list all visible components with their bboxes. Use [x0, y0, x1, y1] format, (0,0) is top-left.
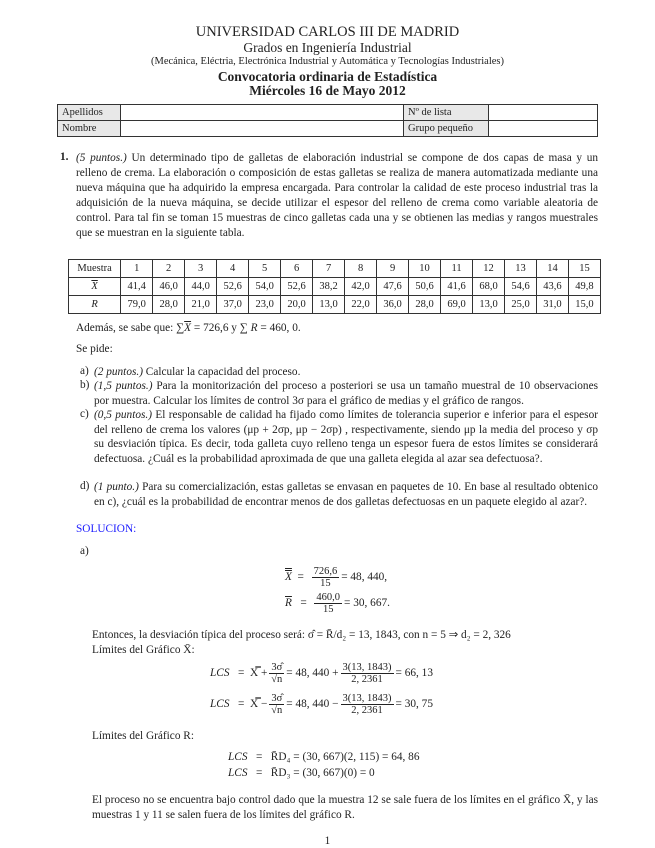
r-chart-title: Límites del Gráfico R:	[92, 730, 194, 742]
degrees-title: Grados en Ingeniería Industrial	[243, 40, 412, 55]
page-number: 1	[324, 835, 331, 847]
xbar-value: 49,8	[568, 278, 600, 296]
part-points: (0,5 puntos.)	[94, 409, 152, 421]
r-label: R	[69, 296, 121, 314]
part-c	[94, 408, 598, 466]
sample-number: 6	[281, 260, 313, 278]
r-value: 15,0	[568, 296, 600, 314]
student-info-form	[57, 104, 598, 137]
r-value: 23,0	[249, 296, 281, 314]
part-text: El responsable de calidad ha fijado como límites de tolerancia superior e inferior para el espesor del relleno de crema los valores (μp + 2σp, μp − 2σp) , respectivamente, siendo μp la media del proceso y σp su desviación típica. Es decir, toda galleta cuyo relleno tenga un espesor fuera de estos límites se considerará defectuosa. ¿Cuál es la probabilidad aproximada de que una galleta elegida al azar sea defectuosa?.	[94, 409, 598, 465]
xbar-value: 44,0	[185, 278, 217, 296]
part-label: c)	[80, 408, 89, 420]
xbar-label: $\overline{X}$	[69, 278, 121, 296]
part-b	[94, 379, 598, 408]
part-label: a)	[80, 365, 89, 377]
xbar-value: 41,6	[441, 278, 473, 296]
list-number-label: Nº de lista	[404, 105, 489, 121]
xbar-value: 50,6	[409, 278, 441, 296]
name-field[interactable]	[121, 121, 404, 137]
surname-field[interactable]	[121, 105, 404, 121]
surname-label: Apellidos	[58, 105, 121, 121]
r-lcl-equation: LCS = R̄D₃ = (30, 667)(0) = 0	[228, 767, 375, 779]
xbar-value: 54,0	[249, 278, 281, 296]
xbar-value: 52,6	[281, 278, 313, 296]
problem-number: 1.	[60, 151, 69, 163]
name-label: Nombre	[58, 121, 121, 137]
samples-table	[68, 259, 601, 314]
list-number-field[interactable]	[489, 105, 598, 121]
rbar-equation: $\overline{R}$ = $\frac{460,0}{15}$ = 30, 667.	[285, 592, 390, 615]
xbar-value: 41,4	[121, 278, 153, 296]
xbar-value: 43,6	[537, 278, 569, 296]
sample-number: 11	[441, 260, 473, 278]
sample-number: 1	[121, 260, 153, 278]
r-value: 20,0	[281, 296, 313, 314]
xbar-lcl-equation: LCS = X̿ − $\frac{3\sigmâ}{√n}$ = 48, 440 − $\frac{3(13, 1843)}{2, 2361}$ = 30, 75	[210, 693, 433, 716]
r-value: 21,0	[185, 296, 217, 314]
group-field[interactable]	[489, 121, 598, 137]
sample-number: 7	[313, 260, 345, 278]
exam-date: Miércoles 16 de Mayo 2012	[249, 83, 406, 98]
r-value: 79,0	[121, 296, 153, 314]
specialties: (Mecánica, Eléctria, Electrónica Industrial y Automática y Tecnologías Industriales)	[150, 56, 505, 67]
part-label: d)	[80, 480, 90, 492]
exam-title: Convocatoria ordinaria de Estadística	[217, 69, 438, 84]
xbar-value: 46,0	[153, 278, 185, 296]
group-label: Grupo pequeño	[404, 121, 489, 137]
xbar-value: 42,0	[345, 278, 377, 296]
r-ucl-equation: LCS = R̄D₄ = (30, 667)(2, 115) = 64, 86	[228, 751, 420, 763]
r-value: 13,0	[473, 296, 505, 314]
part-points: (1 punto.)	[94, 481, 139, 493]
xbar-value: 38,2	[313, 278, 345, 296]
sigma-estimate: Entonces, la desviación típica del proceso será: σ̂ = R̄/d₂ = 13, 1843, con n = 5 ⇒ d₂ = 2, 326	[92, 629, 511, 641]
sample-number: 9	[377, 260, 409, 278]
xbar-value: 54,6	[505, 278, 537, 296]
r-value: 69,0	[441, 296, 473, 314]
sample-number: 10	[409, 260, 441, 278]
given-sums: Además, se sabe que: $\sum\overline{X} = 726,6$ y ∑ R = 460, 0.	[76, 322, 301, 334]
part-label: b)	[80, 379, 90, 391]
solution-title: SOLUCION:	[76, 523, 137, 535]
part-text: Para la monitorización del proceso a posteriori se usa un tamaño muestral de 10 observaciones por muestra. Calcular los límites de control 3σ para el gráfico de medias y el gráfico de rangos.	[94, 380, 598, 407]
sample-number: 3	[185, 260, 217, 278]
xbar-chart-title: Límites del Gráfico X̄:	[92, 644, 195, 656]
problem-statement	[76, 151, 598, 240]
part-a	[94, 365, 598, 380]
part-text: Calcular la capacidad del proceso.	[145, 366, 301, 378]
conclusion: El proceso no se encuentra bajo control dado que la muestra 12 se sale fuera de los límites en el gráfico X̄, y las muestras 1 y 11 se salen fuera de los límites del gráfico R.	[92, 794, 598, 821]
part-d	[94, 480, 598, 509]
sample-number: 4	[217, 260, 249, 278]
part-text: Para su comercialización, estas galletas se envasan en paquetes de 10. En base al resultado obtenico en c), ¿cuál es la probabilidad de encontrar menos de dos galletas defectuosas en un paquete elegido al azar?.	[94, 481, 598, 508]
xbar-value: 47,6	[377, 278, 409, 296]
header-muestra: Muestra	[69, 260, 121, 278]
r-value: 13,0	[313, 296, 345, 314]
part-points: (2 puntos.)	[94, 366, 143, 378]
r-value: 22,0	[345, 296, 377, 314]
r-value: 31,0	[537, 296, 569, 314]
sample-number: 14	[537, 260, 569, 278]
xbar-value: 52,6	[217, 278, 249, 296]
solution-part-label: a)	[80, 545, 89, 557]
xbar-value: 68,0	[473, 278, 505, 296]
university-title: UNIVERSIDAD CARLOS III DE MADRID	[195, 24, 460, 40]
sample-number: 13	[505, 260, 537, 278]
r-value: 25,0	[505, 296, 537, 314]
xbarbar-equation: X = $\frac{726,6}{15}$ = 48, 440,	[285, 566, 388, 589]
problem-points: (5 puntos.)	[76, 152, 127, 164]
sample-number: 2	[153, 260, 185, 278]
r-value: 37,0	[217, 296, 249, 314]
sample-number: 12	[473, 260, 505, 278]
sample-number: 8	[345, 260, 377, 278]
sample-number: 5	[249, 260, 281, 278]
problem-text: Un determinado tipo de galletas de elaboración industrial se compone de dos capas de masa y un relleno de crema. La elaboración o composición de estas galletas se realiza de manera automatizada mediante una nueva máquina que ha adquirido la empresa encargada. Para controlar la calidad de este proceso industrial tras la adquisición de la nueva máquina, se decide utilizar el espesor del relleno de crema como variable aleatoria de control. Para tal fin se toman 15 muestras de cinco galletas cada una y se obtienen las medias y rangos muestrales que se muestran en la siguiente tabla.	[76, 152, 598, 239]
r-value: 28,0	[153, 296, 185, 314]
r-value: 28,0	[409, 296, 441, 314]
r-value: 36,0	[377, 296, 409, 314]
sample-number: 15	[568, 260, 600, 278]
part-points: (1,5 puntos.)	[94, 380, 153, 392]
se-pide: Se pide:	[76, 343, 113, 355]
xbar-ucl-equation: LCS = X̿ + $\frac{3\sigmâ}{√n}$ = 48, 440 + $\frac{3(13, 1843)}{2, 2361}$ = 66, 13	[210, 662, 433, 685]
